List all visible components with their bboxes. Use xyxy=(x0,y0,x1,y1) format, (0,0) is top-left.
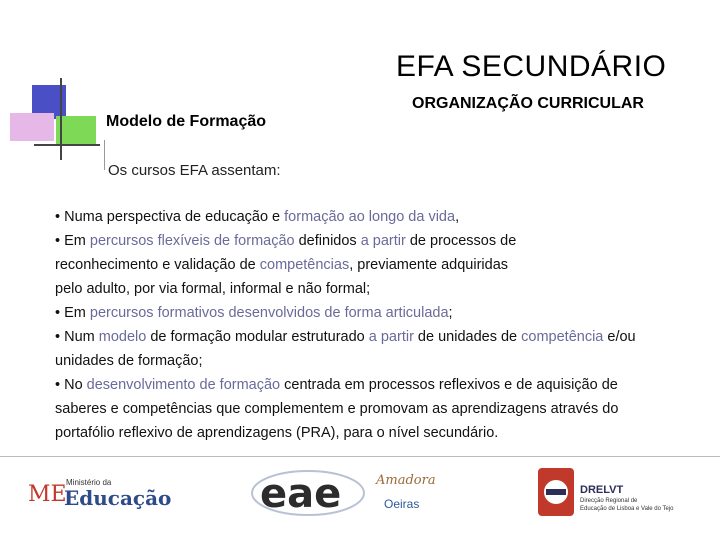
body-line-1: • Numa perspectiva de educação e formação ao longo da vida, xyxy=(55,209,460,225)
drelvt-line-2: Educação de Lisboa e Vale do Tejo xyxy=(580,506,674,512)
eae-amadora-text: Amadora xyxy=(376,473,436,488)
decor-vertical-line xyxy=(60,78,62,160)
decor-pink-square xyxy=(10,113,54,141)
drelvt-name: DRELVT xyxy=(580,484,624,496)
body-line-8: • No desenvolvimento de formação centrada em processos reflexivos e de aquisição de xyxy=(55,377,618,393)
drelvt-logo xyxy=(536,464,696,520)
ministerio-educacao-logo xyxy=(28,474,172,512)
drelvt-emblem-icon xyxy=(536,464,576,520)
decor-horizontal-line xyxy=(34,144,100,146)
me-logo-big-text: Educação xyxy=(64,486,172,510)
eae-oeiras-text: Oeiras xyxy=(384,497,420,511)
drelvt-line-1: Direcção Regional de xyxy=(580,498,638,504)
body-line-6: • Num modelo de formação modular estruturado a partir de unidades de competência e/ou xyxy=(55,329,636,345)
page-title: EFA SECUNDÁRIO xyxy=(396,50,667,83)
body-line-4: pelo adulto, por via formal, informal e não formal; xyxy=(55,281,371,297)
section-heading: Modelo de Formação xyxy=(106,113,267,130)
body-line-7: unidades de formação; xyxy=(55,353,203,369)
eae-logo-text: eae xyxy=(260,471,342,517)
decor-green-square xyxy=(56,116,96,146)
body-line-10: portafólio reflexivo de aprendizagens (PRA), para o nível secundário. xyxy=(55,425,499,441)
me-logo-mark: ME xyxy=(28,482,67,507)
intro-text: Os cursos EFA assentam: xyxy=(108,162,281,179)
body-line-9: saberes e competências que complementem e promovam as aprendizagens através do xyxy=(55,401,619,417)
body-line-2: • Em percursos flexíveis de formação definidos a partir de processos de xyxy=(55,233,517,249)
me-logo-small-text: Ministério da xyxy=(66,478,112,487)
footer-divider xyxy=(0,456,720,457)
body-text xyxy=(55,205,703,445)
divider xyxy=(104,140,105,170)
page-subtitle: ORGANIZAÇÃO CURRICULAR xyxy=(412,95,644,112)
eae-logo xyxy=(248,467,448,519)
body-line-5: • Em percursos formativos desenvolvidos de forma articulada; xyxy=(55,305,453,321)
body-line-3: reconhecimento e validação de competências, previamente adquiridas xyxy=(55,257,509,273)
